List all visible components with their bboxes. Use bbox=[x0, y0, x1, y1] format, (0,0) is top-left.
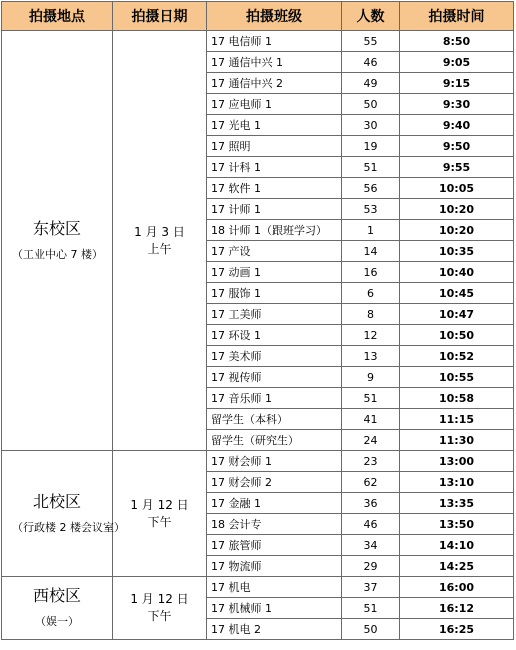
date-cell bbox=[113, 577, 207, 640]
header-count: 人数 bbox=[342, 2, 400, 31]
date-cell bbox=[113, 451, 207, 577]
student-count-cell: 23 bbox=[342, 451, 400, 472]
table-header bbox=[2, 2, 514, 31]
student-count-cell: 55 bbox=[342, 31, 400, 52]
student-count-cell: 13 bbox=[342, 346, 400, 367]
class-name-cell: 17 应电师 1 bbox=[207, 94, 342, 115]
student-count-cell: 19 bbox=[342, 136, 400, 157]
shoot-time-cell: 9:50 bbox=[400, 136, 514, 157]
header-row bbox=[2, 2, 514, 31]
shoot-time-cell: 9:55 bbox=[400, 157, 514, 178]
shoot-time-cell: 14:10 bbox=[400, 535, 514, 556]
class-name-cell: 17 金融 1 bbox=[207, 493, 342, 514]
class-name-cell: 17 动画 1 bbox=[207, 262, 342, 283]
class-name-cell: 17 机械师 1 bbox=[207, 598, 342, 619]
student-count-cell: 51 bbox=[342, 388, 400, 409]
shoot-time-cell: 13:00 bbox=[400, 451, 514, 472]
class-name-cell: 17 电信师 1 bbox=[207, 31, 342, 52]
location-note: （娱一） bbox=[35, 615, 79, 628]
location-name: 西校区 bbox=[32, 586, 81, 605]
shoot-time-cell: 10:20 bbox=[400, 199, 514, 220]
student-count-cell: 29 bbox=[342, 556, 400, 577]
class-name-cell: 17 旅管师 bbox=[207, 535, 342, 556]
student-count-cell: 37 bbox=[342, 577, 400, 598]
location-name: 东校区 bbox=[32, 218, 81, 238]
student-count-cell: 62 bbox=[342, 472, 400, 493]
shoot-time-cell: 9:40 bbox=[400, 115, 514, 136]
class-name-cell: 17 通信中兴 2 bbox=[207, 73, 342, 94]
table-body bbox=[2, 31, 514, 640]
student-count-cell: 41 bbox=[342, 409, 400, 430]
class-name-cell: 17 机电 2 bbox=[207, 619, 342, 640]
shoot-time-cell: 14:25 bbox=[400, 556, 514, 577]
date-text: 1 月 3 日 bbox=[134, 224, 185, 239]
shoot-time-cell: 8:50 bbox=[400, 31, 514, 52]
photo-schedule-table bbox=[1, 1, 514, 640]
class-name-cell: 17 服饰 1 bbox=[207, 283, 342, 304]
shoot-time-cell: 11:30 bbox=[400, 430, 514, 451]
shoot-time-cell: 10:45 bbox=[400, 283, 514, 304]
location-cell bbox=[2, 451, 125, 577]
shoot-time-cell: 16:12 bbox=[400, 598, 514, 619]
location-name: 北校区 bbox=[32, 491, 81, 511]
shoot-time-cell: 10:47 bbox=[400, 304, 514, 325]
class-name-cell: 17 计科 1 bbox=[207, 157, 342, 178]
student-count-cell: 8 bbox=[342, 304, 400, 325]
location-cell bbox=[2, 577, 113, 640]
header-class: 拍摄班级 bbox=[207, 2, 342, 31]
shoot-time-cell: 16:25 bbox=[400, 619, 514, 640]
class-name-cell: 17 财会师 2 bbox=[207, 472, 342, 493]
class-name-cell: 17 计师 1 bbox=[207, 199, 342, 220]
shoot-time-cell: 10:35 bbox=[400, 241, 514, 262]
shoot-time-cell: 10:40 bbox=[400, 262, 514, 283]
shoot-time-cell: 10:20 bbox=[400, 220, 514, 241]
date-text: 1 月 12 日 bbox=[130, 497, 189, 512]
class-name-cell: 17 光电 1 bbox=[207, 115, 342, 136]
student-count-cell: 34 bbox=[342, 535, 400, 556]
student-count-cell: 30 bbox=[342, 115, 400, 136]
shoot-time-cell: 16:00 bbox=[400, 577, 514, 598]
class-name-cell: 留学生（本科） bbox=[207, 409, 342, 430]
table-row bbox=[2, 31, 514, 52]
student-count-cell: 50 bbox=[342, 619, 400, 640]
student-count-cell: 9 bbox=[342, 367, 400, 388]
student-count-cell: 16 bbox=[342, 262, 400, 283]
student-count-cell: 46 bbox=[342, 52, 400, 73]
class-name-cell: 17 软件 1 bbox=[207, 178, 342, 199]
location-cell bbox=[2, 31, 113, 451]
class-name-cell: 17 环设 1 bbox=[207, 325, 342, 346]
class-name-cell: 17 美术师 bbox=[207, 346, 342, 367]
shoot-time-cell: 13:10 bbox=[400, 472, 514, 493]
location-note: （工业中心 7 楼） bbox=[12, 247, 103, 261]
student-count-cell: 14 bbox=[342, 241, 400, 262]
shoot-time-cell: 9:30 bbox=[400, 94, 514, 115]
shoot-time-cell: 10:05 bbox=[400, 178, 514, 199]
class-name-cell: 17 照明 bbox=[207, 136, 342, 157]
shoot-time-cell: 9:15 bbox=[400, 73, 514, 94]
class-name-cell: 17 音乐师 1 bbox=[207, 388, 342, 409]
student-count-cell: 51 bbox=[342, 598, 400, 619]
student-count-cell: 1 bbox=[342, 220, 400, 241]
shoot-time-cell: 10:52 bbox=[400, 346, 514, 367]
student-count-cell: 36 bbox=[342, 493, 400, 514]
student-count-cell: 56 bbox=[342, 178, 400, 199]
date-cell bbox=[113, 31, 207, 451]
class-name-cell: 18 会计专 bbox=[207, 514, 342, 535]
student-count-cell: 53 bbox=[342, 199, 400, 220]
period-text: 下午 bbox=[147, 609, 172, 623]
class-name-cell: 17 机电 bbox=[207, 577, 342, 598]
shoot-time-cell: 11:15 bbox=[400, 409, 514, 430]
student-count-cell: 24 bbox=[342, 430, 400, 451]
class-name-cell: 17 物流师 bbox=[207, 556, 342, 577]
header-location: 拍摄地点 bbox=[2, 2, 113, 31]
student-count-cell: 12 bbox=[342, 325, 400, 346]
header-time: 拍摄时间 bbox=[400, 2, 514, 31]
table-row bbox=[2, 577, 514, 598]
class-name-cell: 17 产设 bbox=[207, 241, 342, 262]
class-name-cell: 17 工美师 bbox=[207, 304, 342, 325]
class-name-cell: 17 视传师 bbox=[207, 367, 342, 388]
period-text: 下午 bbox=[147, 514, 172, 529]
shoot-time-cell: 9:05 bbox=[400, 52, 514, 73]
class-name-cell: 18 计师 1（跟班学习） bbox=[207, 220, 342, 241]
class-name-cell: 留学生（研究生） bbox=[207, 430, 342, 451]
student-count-cell: 50 bbox=[342, 94, 400, 115]
student-count-cell: 49 bbox=[342, 73, 400, 94]
shoot-time-cell: 13:50 bbox=[400, 514, 514, 535]
student-count-cell: 51 bbox=[342, 157, 400, 178]
student-count-cell: 6 bbox=[342, 283, 400, 304]
student-count-cell: 46 bbox=[342, 514, 400, 535]
shoot-time-cell: 10:50 bbox=[400, 325, 514, 346]
class-name-cell: 17 通信中兴 1 bbox=[207, 52, 342, 73]
class-name-cell: 17 财会师 1 bbox=[207, 451, 342, 472]
period-text: 上午 bbox=[147, 241, 172, 256]
shoot-time-cell: 10:55 bbox=[400, 367, 514, 388]
location-note: （行政楼 2 楼会议室） bbox=[12, 520, 125, 534]
table-row bbox=[2, 451, 514, 472]
date-text: 1 月 12 日 bbox=[130, 592, 189, 606]
header-date: 拍摄日期 bbox=[113, 2, 207, 31]
shoot-time-cell: 10:58 bbox=[400, 388, 514, 409]
shoot-time-cell: 13:35 bbox=[400, 493, 514, 514]
